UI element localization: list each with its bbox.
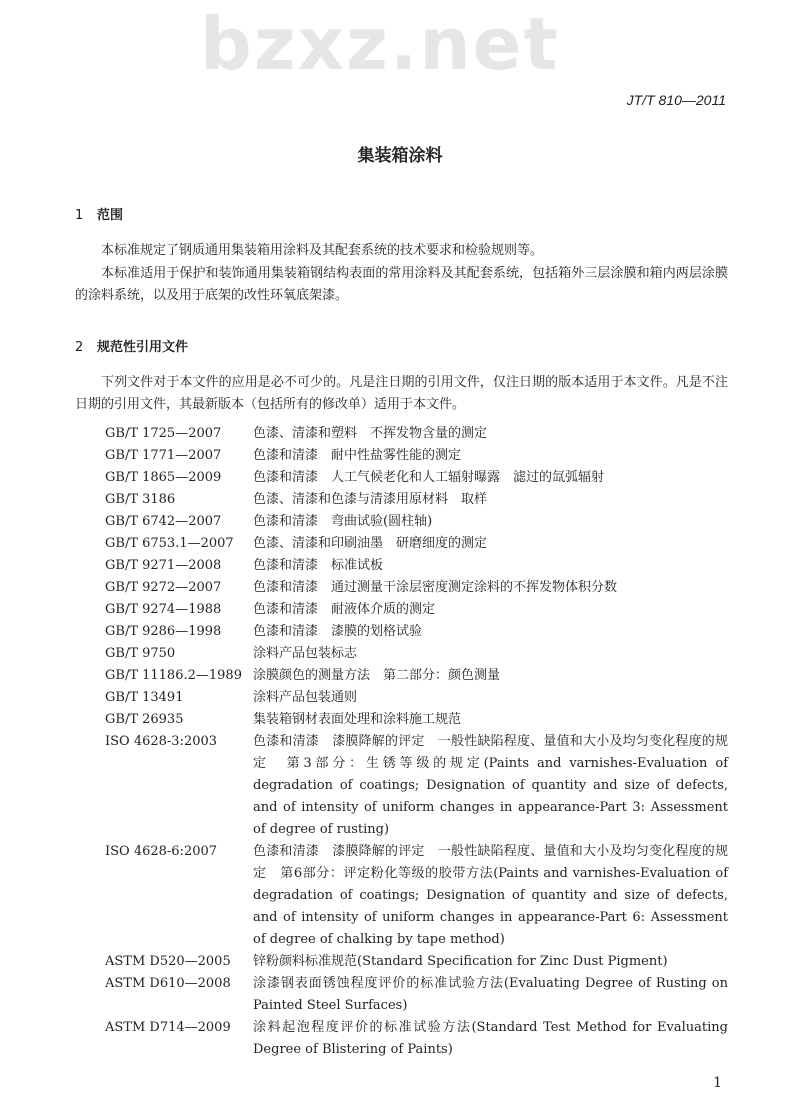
reference-title: 色漆和清漆 弯曲试验(圆柱轴) (253, 513, 433, 529)
reference-title: 色漆和清漆 漆膜降解的评定 一般性缺陷程度、量值和大小及均匀变化程度的规定 第3部分：生锈等级的规定(Paints and varnishes-Evaluation of degradation of coatings; Designation of quantity and size of defects, and of intensity of uniform changes in appearance-Part 3: Assessment of degree of rusting) (253, 733, 728, 837)
reference-code: ASTM D610—2008 (105, 975, 231, 991)
page-number: 1 (713, 1074, 722, 1091)
reference-title: 涂料起泡程度评价的标准试验方法(Standard Test Method for Evaluating Degree of Blistering of Paints) (253, 1019, 728, 1057)
document-title: 集装箱涂料 (357, 146, 443, 166)
reference-title: 色漆和清漆 耐液体介质的测定 (253, 601, 436, 617)
paragraph: 本标准适用于保护和装饰通用集装箱钢结构表面的常用涂料及其配套系统，包括箱外三层涂膜和箱内两层涂膜的涂料系统，以及用于底架的改性环氧底架漆。 (75, 265, 728, 303)
section-heading-scope (75, 206, 728, 226)
standard-code-header: JT/T 810—2011 (626, 92, 726, 108)
reference-title: 色漆、清漆和印刷油墨 研磨细度的测定 (253, 535, 488, 551)
reference-code: GB/T 9272—2007 (105, 579, 222, 595)
reference-item (105, 423, 728, 445)
reference-item (105, 731, 728, 841)
paragraph: 下列文件对于本文件的应用是必不可少的。凡是注日期的引用文件，仅注日期的版本适用于本文件。凡是不注日期的引用文件，其最新版本（包括所有的修改单）适用于本文件。 (75, 374, 728, 412)
reference-item (105, 489, 728, 511)
reference-code: GB/T 3186 (105, 491, 176, 507)
reference-code: ASTM D714—2009 (105, 1019, 231, 1035)
reference-title: 色漆和清漆 耐中性盐雾性能的测定 (253, 447, 462, 463)
reference-code: ISO 4628-6:2007 (105, 843, 218, 859)
reference-title: 涂料产品包装通则 (253, 689, 358, 705)
reference-item (105, 1017, 728, 1061)
reference-title: 色漆和清漆 通过测量干涂层密度测定涂料的不挥发物体积分数 (253, 579, 618, 595)
reference-code: GB/T 13491 (105, 689, 184, 705)
reference-item (105, 599, 728, 621)
section-title: 范围 (97, 208, 124, 223)
reference-item (105, 555, 728, 577)
document-body (75, 206, 728, 1093)
reference-title: 涂料产品包装标志 (253, 645, 358, 661)
reference-title: 色漆和清漆 标准试板 (253, 557, 384, 573)
reference-item (105, 577, 728, 599)
reference-item (105, 841, 728, 951)
reference-code: GB/T 9286—1998 (105, 623, 222, 639)
section-heading-normative-references (75, 338, 728, 358)
reference-code: GB/T 6753.1—2007 (105, 535, 234, 551)
reference-code: ISO 4628-3:2003 (105, 733, 218, 749)
reference-code: GB/T 1771—2007 (105, 447, 222, 463)
reference-title: 锌粉颜料标准规范(Standard Specification for Zinc Dust Pigment) (253, 953, 668, 969)
reference-item (105, 951, 728, 973)
reference-title: 色漆和清漆 人工气候老化和人工辐射曝露 滤过的氙弧辐射 (253, 469, 605, 485)
reference-code: GB/T 11186.2—1989 (105, 667, 242, 683)
reference-title: 涂膜颜色的测量方法 第二部分：颜色测量 (253, 667, 501, 683)
section-title: 规范性引用文件 (97, 339, 189, 355)
reference-item (105, 643, 728, 665)
reference-code: GB/T 9274—1988 (105, 601, 222, 617)
reference-item (105, 709, 728, 731)
reference-code: GB/T 9271—2008 (105, 557, 222, 573)
reference-item (105, 511, 728, 533)
reference-list (105, 423, 728, 1061)
watermark: bzxz.net (200, 2, 560, 86)
section-number: 1 (75, 208, 84, 223)
reference-code: GB/T 1725—2007 (105, 425, 222, 441)
reference-title: 涂漆钢表面锈蚀程度评价的标准试验方法(Evaluating Degree of Rusting on Painted Steel Surfaces) (253, 975, 728, 1013)
reference-title: 色漆、清漆和色漆与清漆用原材料 取样 (253, 491, 488, 507)
reference-code: ASTM D520—2005 (105, 953, 231, 969)
reference-title: 色漆、清漆和塑料 不挥发物含量的测定 (253, 425, 488, 441)
reference-code: GB/T 6742—2007 (105, 513, 222, 529)
reference-item (105, 533, 728, 555)
reference-title: 色漆和清漆 漆膜降解的评定 一般性缺陷程度、量值和大小及均匀变化程度的规定 第6部分：评定粉化等级的胶带方法(Paints and varnishes-Evaluation of degradation of coatings; Designation of quantity and size of defects, and of intensity of uniform changes in appearance-Part 6: Assessment of degree of chalking by tape method) (253, 843, 728, 947)
reference-title: 集装箱钢材表面处理和涂料施工规范 (253, 711, 462, 727)
reference-item (105, 687, 728, 709)
reference-code: GB/T 9750 (105, 645, 176, 661)
reference-code: GB/T 26935 (105, 711, 184, 727)
paragraph: 本标准规定了钢质通用集装箱用涂料及其配套系统的技术要求和检验规则等。 (101, 243, 544, 258)
reference-item (105, 445, 728, 467)
reference-item (105, 621, 728, 643)
reference-code: GB/T 1865—2009 (105, 469, 222, 485)
reference-item (105, 467, 728, 489)
reference-item (105, 973, 728, 1017)
reference-item (105, 665, 728, 687)
reference-title: 色漆和清漆 漆膜的划格试验 (253, 623, 423, 639)
section-number: 2 (75, 339, 84, 355)
